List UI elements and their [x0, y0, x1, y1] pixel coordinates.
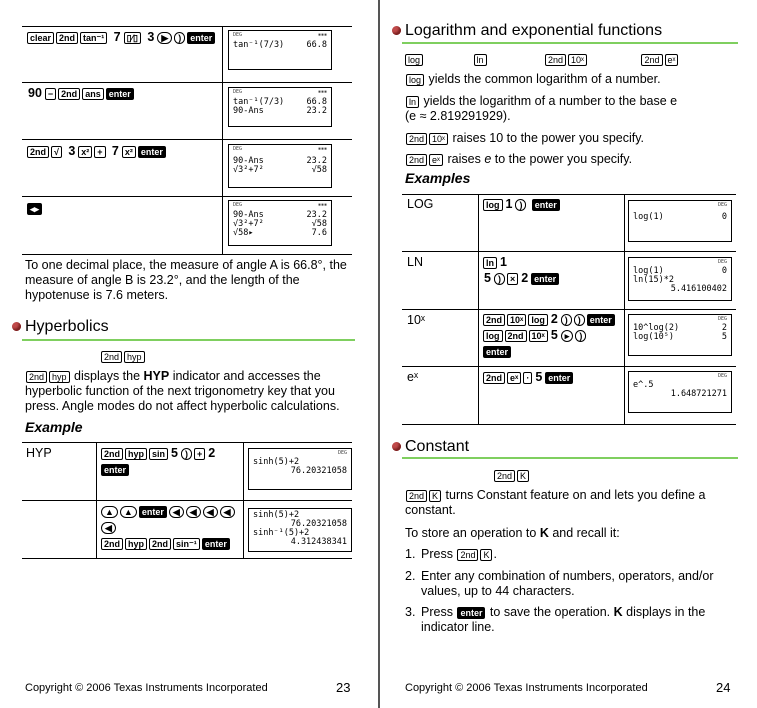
page-number: 24 [716, 680, 731, 695]
keystroke-row-4 [26, 200, 43, 216]
table-rule [22, 254, 352, 255]
footer-copyright: Copyright © 2006 Texas Instruments Incorporated [25, 682, 268, 694]
calc-screen-4: DEG ▪▪▪ 90-Ans 23.2 √3²+7² √58 √58▸ 7.6 [228, 200, 332, 246]
table-rule [22, 558, 352, 559]
step-2: Enter any combination of numbers, operators, and/or values, up to 44 characters. [421, 569, 714, 598]
hyp-keystrokes-2: ▲ ▲ enter ◀ ◀ ◀ ◀◀ 2nd hyp 2nd sin⁻¹ enter [100, 503, 240, 551]
table-rule [402, 251, 736, 252]
step-3-number: 3. [405, 605, 416, 619]
table-divider [243, 442, 244, 558]
row-label-log: LOG [407, 197, 434, 211]
ex-keystrokes: 2nd eˣ · 5 enter [482, 369, 574, 385]
log-keys: log ln 2nd 10ˣ 2nd eˣ [404, 52, 734, 66]
enter-key: enter [187, 32, 215, 44]
digit: 7 [113, 30, 121, 44]
step-2-number: 2. [405, 569, 416, 583]
row-label-tenx: 10ˣ [407, 313, 426, 327]
store-intro: To store an operation to K and recall it: [405, 526, 620, 540]
footer-copyright: Copyright © 2006 Texas Instruments Incorporated [405, 682, 648, 694]
screen-entry: tan⁻¹(7/3) [233, 40, 285, 50]
log-screen: DEG log(1) 0 [628, 200, 732, 242]
table-rule [402, 366, 736, 367]
conclusion-text: To one decimal place, the measure of angle A is 66.8°, the measure of angle B is 23.2°, and the length of the hypotenuse is 7.6 meters. [25, 258, 347, 302]
log-heading: Logarithm and exponential functions [392, 22, 662, 40]
table-rule [22, 442, 352, 443]
close-paren-key: ) [174, 32, 185, 44]
table-rule [22, 196, 352, 197]
ex-description: 2nd eˣ raises e to the power you specify. [405, 152, 632, 167]
example-label: Example [25, 419, 83, 435]
heading-rule [22, 339, 355, 341]
table-divider [478, 194, 479, 424]
table-rule [22, 82, 352, 83]
calc-screen-1: DEG ▪▪▪ tan⁻¹(7/3) 66.8 [228, 30, 332, 70]
tenx-screen: DEG 10^log(2) 2 log(10⁵) 5 [628, 314, 732, 356]
number: 90 [28, 86, 42, 100]
log-keystrokes: log 1 ) enter [482, 196, 561, 212]
calc-screen-3: DEG ▪▪▪ 90-Ans 23.2 √3²+7² √58 [228, 144, 332, 188]
table-rule [22, 500, 352, 501]
keystroke-row-2 [26, 85, 135, 101]
ln-description: ln yields the logarithm of a number to the base e (e ≈ 2.819291929). [405, 94, 678, 123]
right-arrow-key: ▶ [157, 32, 172, 44]
table-divider [222, 26, 223, 254]
row-label-ln: LN [407, 255, 423, 269]
minus-key: − [45, 88, 56, 100]
convert-key: ◂▸ [27, 203, 42, 215]
table-rule [402, 424, 736, 425]
hyp-screen-1: DEG sinh(5)+2 76.20321058 [248, 448, 352, 490]
ex-screen: DEG e^.5 1.648721271 [628, 371, 732, 413]
sqrt-key: √ [51, 146, 62, 158]
enter-key: enter [106, 88, 134, 100]
keystroke-row-3: 2nd √ 3 x² + 7 x² enter [26, 143, 167, 159]
constant-keys: 2nd K [493, 468, 530, 482]
ln-keystrokes: ln 1 5 ) × 2 enter [482, 254, 560, 286]
step-1: Press 2nd K . [421, 547, 497, 561]
fraction-key: ▯⁄▯ [124, 32, 141, 44]
table-rule [402, 194, 736, 195]
calc-screen-2: DEG ▪▪▪ tan⁻¹(7/3) 66.8 90-Ans 23.2 [228, 87, 332, 127]
hyp-key-pair: 2nd hyp [100, 349, 146, 363]
examples-label: Examples [405, 170, 471, 186]
square-key: x² [78, 146, 92, 158]
clear-key: clear [27, 32, 54, 44]
hyperbolics-heading: Hyperbolics [12, 318, 109, 336]
bullet-icon [392, 442, 401, 451]
page-number: 23 [336, 680, 351, 695]
2nd-key: 2nd [56, 32, 78, 44]
digit: 3 [147, 30, 155, 44]
table-rule [22, 139, 352, 140]
step-1-number: 1. [405, 547, 416, 561]
log-description: log yields the common logarithm of a number. [405, 72, 661, 87]
hyp-description: 2nd hyp displays the HYP indicator and accesses the hyperbolic function of the next trigonometry key that you press. Angle modes do not affect hyperbolic calculations. [25, 369, 340, 413]
bullet-icon [392, 26, 401, 35]
table-rule [402, 309, 736, 310]
tenx-keystrokes: 2nd 10ˣ log 2 ) ) enter log 2nd 10ˣ 5 ▸ ) enter [482, 311, 622, 359]
hyp-screen-2: sinh(5)+2 76.20321058 sinh⁻¹(5)+2 4.312438341 [248, 508, 352, 552]
heading-rule [402, 42, 738, 44]
enter-key: enter [138, 146, 166, 158]
hyp-row-label: HYP [26, 446, 52, 460]
2nd-key: 2nd [58, 88, 80, 100]
ln-screen: DEG log(1) 0 ln(15)*2 5.416100402 [628, 257, 732, 301]
heading-rule [402, 457, 738, 459]
ans-key: ans [82, 88, 104, 100]
square-key: x² [122, 146, 136, 158]
keystroke-row-1 [26, 29, 216, 45]
2nd-key: 2nd [27, 146, 49, 158]
tenx-description: 2nd 10ˣ raises 10 to the power you specify. [405, 131, 644, 146]
tan-inv-key: tan⁻¹ [80, 32, 107, 44]
page-23 [0, 0, 378, 708]
table-divider [624, 194, 625, 424]
screen-result: 66.8 [306, 40, 327, 50]
bullet-icon [12, 322, 21, 331]
plus-key: + [94, 146, 105, 158]
hyp-keystrokes-1: 2nd hyp sin 5 ) + 2 enter [100, 445, 240, 477]
step-3: Press enter to save the operation. K displays in the indicator line. [421, 605, 706, 634]
table-rule [22, 26, 352, 27]
table-divider [96, 442, 97, 558]
constant-heading: Constant [392, 438, 469, 456]
row-label-ex: eˣ [407, 370, 419, 384]
constant-description: 2nd K turns Constant feature on and lets you define a constant. [405, 488, 706, 517]
page-24 [380, 0, 757, 708]
